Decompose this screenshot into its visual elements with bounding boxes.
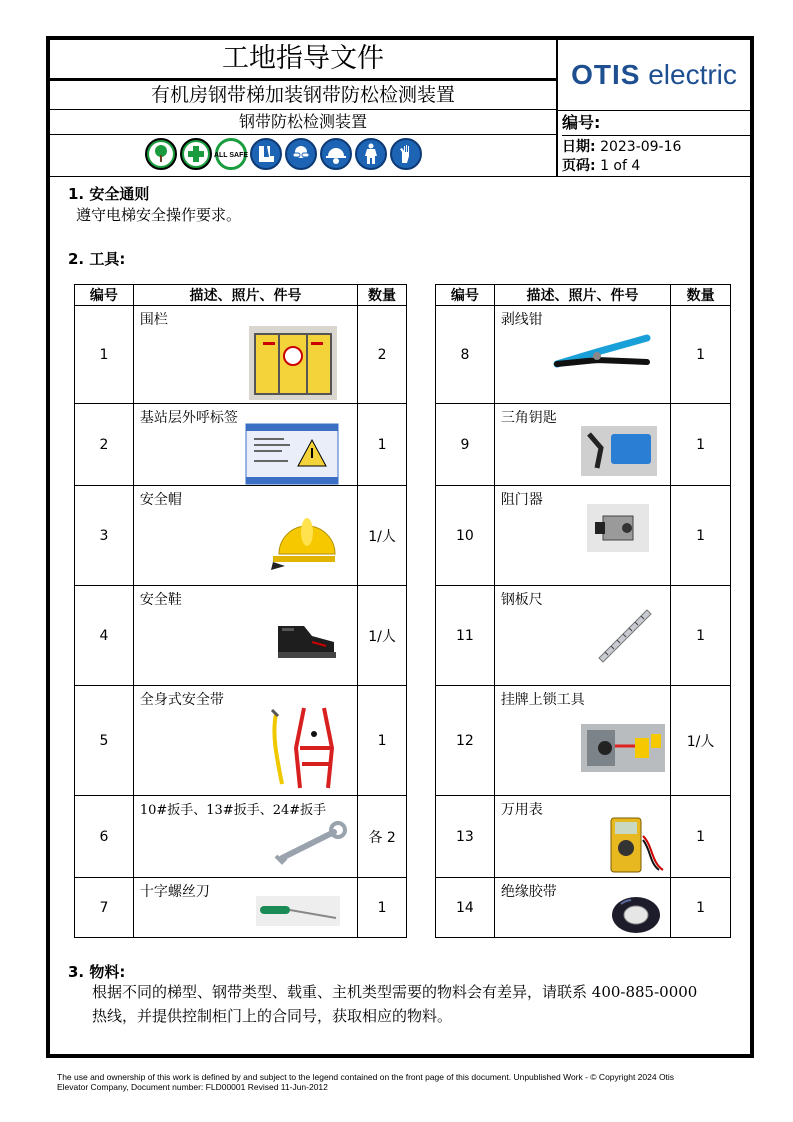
table-row (75, 586, 407, 686)
tool-qty: 1/人 (671, 686, 731, 796)
screwdriver-icon (256, 896, 340, 926)
page-title: 工地指导文件 (50, 40, 556, 81)
logo-light: electric (648, 59, 737, 90)
tool-desc-cell (494, 404, 670, 486)
logo-bold: OTIS (571, 59, 641, 90)
section-3-line-1: 根据不同的梯型、钢带类型、载重、主机类型需要的物料会有差异，请联系 400-885-0000 (92, 983, 698, 1001)
triangle-key-icon (581, 426, 657, 476)
tool-qty: 1/人 (358, 486, 407, 586)
tool-no: 13 (436, 796, 495, 878)
header-divider (50, 176, 750, 177)
tool-no: 14 (436, 878, 495, 938)
table-row (436, 586, 731, 686)
doc-meta (562, 138, 681, 176)
safety-boots-icon (250, 138, 282, 170)
col-header-qty: 数量 (358, 285, 407, 306)
lockout-tag-icon (581, 724, 665, 772)
col-header-qty: 数量 (671, 285, 731, 306)
footer-line-1: The use and ownership of this work is defined by and subject to the legend contained on the front page of this document. Unpublished Work - © Copyright 2024 Otis (57, 1072, 675, 1082)
tool-qty: 各 2 (358, 796, 407, 878)
tool-desc-cell (494, 796, 670, 878)
tool-desc-cell (494, 686, 670, 796)
hard-hat-icon (320, 138, 352, 170)
tool-desc-cell (133, 404, 357, 486)
header-right (558, 40, 750, 176)
date-label: 日期: (562, 139, 596, 155)
tools-table-left (74, 284, 407, 938)
tool-qty: 2 (358, 306, 407, 404)
insulation-tape-icon (605, 894, 667, 936)
tool-desc-cell (494, 586, 670, 686)
gloves-icon (390, 138, 422, 170)
tool-no: 6 (75, 796, 134, 878)
tool-desc: 围栏 (139, 312, 168, 328)
tool-no: 2 (75, 404, 134, 486)
table-row (75, 486, 407, 586)
table-row (75, 796, 407, 878)
table-row (75, 686, 407, 796)
section-3-title: 3. 物料: (68, 963, 126, 981)
harness-icon (264, 704, 354, 794)
tool-qty: 1 (358, 686, 407, 796)
tool-desc-cell (133, 486, 357, 586)
section-1-title: 1. 安全通则 (68, 185, 150, 203)
col-header-desc: 描述、照片、件号 (494, 285, 670, 306)
table-row (75, 306, 407, 404)
tool-desc: 十字螺丝刀 (139, 884, 210, 900)
warning-sign-icon (246, 424, 338, 484)
col-header-no: 编号 (75, 285, 134, 306)
tool-no: 3 (75, 486, 134, 586)
tool-qty: 1 (671, 878, 731, 938)
section-1-body: 遵守电梯安全操作要求。 (76, 206, 242, 224)
tool-desc-cell (494, 306, 670, 404)
door-stopper-icon (587, 504, 649, 552)
tool-no: 11 (436, 586, 495, 686)
tool-desc-cell (133, 306, 357, 404)
tool-qty: 1 (358, 404, 407, 486)
section-3-line-2: 热线，并提供控制柜门上的合同号，获取相应的物料。 (92, 1007, 453, 1025)
table-row (436, 796, 731, 878)
doc-number-label: 编号: (562, 111, 750, 136)
tool-desc: 阻门器 (500, 492, 543, 508)
page-label: 页码: (562, 158, 596, 174)
table-row (436, 404, 731, 486)
tools-table-right (435, 284, 731, 938)
tool-qty: 1 (671, 586, 731, 686)
tool-desc-cell (133, 796, 357, 878)
safety-glasses-icon (285, 138, 317, 170)
tool-desc: 绝缘胶带 (500, 884, 557, 900)
document-header (50, 40, 750, 176)
table-row (436, 486, 731, 586)
all-safe-text: ALL SAFE (213, 152, 249, 159)
page-value: 1 of 4 (600, 158, 641, 174)
tool-desc: 10#扳手、13#扳手、24#扳手 (139, 803, 327, 818)
table-row (436, 306, 731, 404)
col-header-no: 编号 (436, 285, 495, 306)
all-safe-icon (215, 138, 247, 170)
header-left (50, 40, 558, 176)
first-aid-cross-icon (180, 138, 212, 170)
tool-desc-cell (494, 486, 670, 586)
environment-tree-icon (145, 138, 177, 170)
tool-desc: 挂牌上锁工具 (500, 692, 585, 708)
safety-shoe-icon (272, 608, 342, 664)
footer-line-2: Elevator Company, Document number: FLD00001 Revised 11-Jun-2012 (57, 1082, 328, 1092)
tool-no: 10 (436, 486, 495, 586)
tool-no: 1 (75, 306, 134, 404)
table-row (436, 878, 731, 938)
tool-no: 5 (75, 686, 134, 796)
tool-desc: 安全帽 (139, 492, 182, 508)
table-row (436, 686, 731, 796)
section-3-body (92, 980, 737, 1028)
tool-desc-cell (133, 878, 357, 938)
document-subtitle: 有机房钢带梯加装钢带防松检测装置 (50, 81, 556, 110)
tool-desc: 钢板尺 (500, 592, 543, 608)
tool-no: 9 (436, 404, 495, 486)
wire-stripper-icon (553, 326, 653, 376)
tool-desc: 剥线钳 (500, 312, 543, 328)
barrier-fence-icon (249, 326, 337, 400)
tool-desc: 全身式安全带 (139, 692, 224, 708)
yellow-helmet-icon (269, 510, 341, 578)
tool-qty: 1/人 (358, 586, 407, 686)
tool-desc: 基站层外呼标签 (139, 410, 238, 426)
multimeter-icon (607, 816, 667, 874)
tool-no: 12 (436, 686, 495, 796)
tool-desc-cell (494, 878, 670, 938)
tool-qty: 1 (671, 796, 731, 878)
tool-qty: 1 (358, 878, 407, 938)
coverall-icon (355, 138, 387, 170)
table-row (75, 404, 407, 486)
tool-no: 4 (75, 586, 134, 686)
tool-desc: 安全鞋 (139, 592, 182, 608)
wrench-icon (272, 822, 348, 866)
tool-desc: 三角钥匙 (500, 410, 557, 426)
page-footer (57, 1072, 747, 1092)
tool-desc: 万用表 (500, 802, 543, 818)
tool-qty: 1 (671, 404, 731, 486)
section-2-title: 2. 工具: (68, 250, 126, 268)
tool-desc-cell (133, 586, 357, 686)
table-row (75, 878, 407, 938)
col-header-desc: 描述、照片、件号 (133, 285, 357, 306)
tool-no: 8 (436, 306, 495, 404)
otis-logo (558, 40, 750, 111)
steel-ruler-icon (595, 606, 655, 664)
tool-desc-cell (133, 686, 357, 796)
tool-no: 7 (75, 878, 134, 938)
date-value: 2023-09-16 (600, 139, 682, 155)
document-subtitle-2: 钢带防松检测装置 (50, 110, 556, 135)
tool-qty: 1 (671, 306, 731, 404)
tool-qty: 1 (671, 486, 731, 586)
safety-icons-row (145, 138, 422, 172)
